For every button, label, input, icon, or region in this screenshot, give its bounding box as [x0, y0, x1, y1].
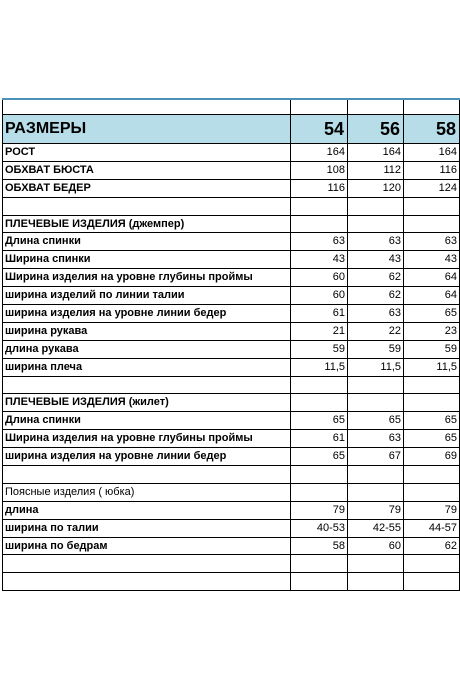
- measure-label: ОБХВАТ БЕДЕР: [3, 179, 291, 197]
- measure-row: [3, 161, 460, 179]
- measure-label: Ширина изделия на уровне глубины проймы: [3, 430, 291, 448]
- measure-label: РОСТ: [3, 144, 291, 162]
- measure-value: 79: [348, 501, 404, 519]
- measure-value: 61: [291, 430, 348, 448]
- size-54: 54: [291, 115, 348, 144]
- empty-row: [3, 466, 460, 484]
- empty-cell: [404, 483, 460, 501]
- measure-label: ширина изделий по линии талии: [3, 287, 291, 305]
- measure-value: 59: [348, 340, 404, 358]
- measure-value: 23: [404, 322, 460, 340]
- measure-label: ширина рукава: [3, 322, 291, 340]
- measure-value: 60: [291, 269, 348, 287]
- measure-value: 164: [404, 144, 460, 162]
- measure-label: ширина изделия на уровне линии бедер: [3, 305, 291, 323]
- empty-cell: [348, 394, 404, 412]
- measure-value: 44-57: [404, 519, 460, 537]
- size-58: 58: [404, 115, 460, 144]
- empty-cell: [348, 555, 404, 573]
- measure-value: 69: [404, 448, 460, 466]
- empty-cell: [291, 394, 348, 412]
- empty-cell: [3, 555, 291, 573]
- measure-value: 59: [291, 340, 348, 358]
- measure-label: ОБХВАТ БЮСТА: [3, 161, 291, 179]
- empty-cell: [404, 555, 460, 573]
- measure-value: 61: [291, 305, 348, 323]
- empty-cell: [291, 466, 348, 484]
- measure-value: 164: [348, 144, 404, 162]
- measure-row: [3, 233, 460, 251]
- measure-value: 59: [404, 340, 460, 358]
- measure-value: 63: [348, 305, 404, 323]
- empty-cell: [3, 466, 291, 484]
- measure-value: 65: [291, 412, 348, 430]
- measure-value: 67: [348, 448, 404, 466]
- measure-value: 43: [404, 251, 460, 269]
- empty-cell: [291, 376, 348, 394]
- empty-cell: [348, 466, 404, 484]
- measure-label: Длина спинки: [3, 412, 291, 430]
- measure-row: [3, 144, 460, 162]
- measure-label: Длина спинки: [3, 233, 291, 251]
- measure-value: 116: [404, 161, 460, 179]
- measure-value: 58: [291, 537, 348, 555]
- measure-value: 43: [291, 251, 348, 269]
- empty-cell: [348, 573, 404, 591]
- size-chart-table: [2, 98, 460, 591]
- empty-cell: [3, 376, 291, 394]
- measure-row: [3, 322, 460, 340]
- measure-value: 43: [348, 251, 404, 269]
- measure-value: 42-55: [348, 519, 404, 537]
- empty-cell: [291, 483, 348, 501]
- measure-value: 120: [348, 179, 404, 197]
- measure-value: 60: [348, 537, 404, 555]
- measure-row: [3, 412, 460, 430]
- measure-value: 65: [348, 412, 404, 430]
- empty-cell: [348, 197, 404, 215]
- measure-value: 62: [404, 537, 460, 555]
- measure-label: длина рукава: [3, 340, 291, 358]
- empty-cell: [291, 573, 348, 591]
- section-title-row: [3, 394, 460, 412]
- empty-cell: [291, 215, 348, 233]
- measure-value: 62: [348, 269, 404, 287]
- measure-value: 65: [404, 430, 460, 448]
- section-title-row: [3, 215, 460, 233]
- empty-cell: [404, 215, 460, 233]
- section-title: ПЛЕЧЕВЫЕ ИЗДЕЛИЯ (джемпер): [3, 215, 291, 233]
- measure-row: [3, 305, 460, 323]
- sizes-header-row: [3, 115, 460, 144]
- empty-row: [3, 573, 460, 591]
- empty-cell: [291, 555, 348, 573]
- measure-value: 112: [348, 161, 404, 179]
- measure-value: 164: [291, 144, 348, 162]
- measure-value: 60: [291, 287, 348, 305]
- measure-value: 62: [348, 287, 404, 305]
- empty-cell: [348, 483, 404, 501]
- empty-cell: [348, 215, 404, 233]
- measure-row: [3, 537, 460, 555]
- section-title: ПЛЕЧЕВЫЕ ИЗДЕЛИЯ (жилет): [3, 394, 291, 412]
- measure-label: ширина по бедрам: [3, 537, 291, 555]
- measure-label: ширина плеча: [3, 358, 291, 376]
- top-empty-row: [3, 99, 460, 115]
- measure-row: [3, 448, 460, 466]
- measure-value: 11,5: [348, 358, 404, 376]
- empty-row: [3, 376, 460, 394]
- empty-row: [3, 555, 460, 573]
- measure-value: 63: [348, 430, 404, 448]
- measure-value: 63: [291, 233, 348, 251]
- measure-value: 21: [291, 322, 348, 340]
- sizes-header-label: РАЗМЕРЫ: [3, 115, 291, 144]
- measure-row: [3, 269, 460, 287]
- size-chart-body: [3, 99, 460, 591]
- size-56: 56: [348, 115, 404, 144]
- empty-cell: [3, 197, 291, 215]
- measure-value: 64: [404, 287, 460, 305]
- measure-value: 124: [404, 179, 460, 197]
- section-title-row: [3, 483, 460, 501]
- measure-value: 64: [404, 269, 460, 287]
- measure-value: 79: [291, 501, 348, 519]
- measure-value: 11,5: [404, 358, 460, 376]
- measure-value: 22: [348, 322, 404, 340]
- empty-cell: [404, 573, 460, 591]
- measure-value: 11,5: [291, 358, 348, 376]
- measure-label: ширина изделия на уровне линии бедер: [3, 448, 291, 466]
- measure-row: [3, 519, 460, 537]
- measure-row: [3, 501, 460, 519]
- measure-row: [3, 340, 460, 358]
- measure-label: Ширина спинки: [3, 251, 291, 269]
- measure-value: 116: [291, 179, 348, 197]
- measure-value: 63: [404, 233, 460, 251]
- empty-row: [3, 197, 460, 215]
- measure-row: [3, 287, 460, 305]
- empty-cell: [3, 573, 291, 591]
- measure-value: 108: [291, 161, 348, 179]
- empty-cell: [291, 197, 348, 215]
- measure-value: 65: [404, 412, 460, 430]
- measure-row: [3, 251, 460, 269]
- measure-value: 65: [404, 305, 460, 323]
- measure-value: 63: [348, 233, 404, 251]
- measure-label: длина: [3, 501, 291, 519]
- empty-cell: [404, 466, 460, 484]
- measure-label: ширина по талии: [3, 519, 291, 537]
- measure-row: [3, 179, 460, 197]
- empty-cell: [404, 197, 460, 215]
- empty-cell: [348, 376, 404, 394]
- measure-value: 40-53: [291, 519, 348, 537]
- measure-row: [3, 358, 460, 376]
- measure-row: [3, 430, 460, 448]
- measure-value: 65: [291, 448, 348, 466]
- measure-value: 79: [404, 501, 460, 519]
- measure-label: Ширина изделия на уровне глубины проймы: [3, 269, 291, 287]
- section-title: Поясные изделия ( юбка): [3, 483, 291, 501]
- empty-cell: [404, 394, 460, 412]
- empty-cell: [404, 376, 460, 394]
